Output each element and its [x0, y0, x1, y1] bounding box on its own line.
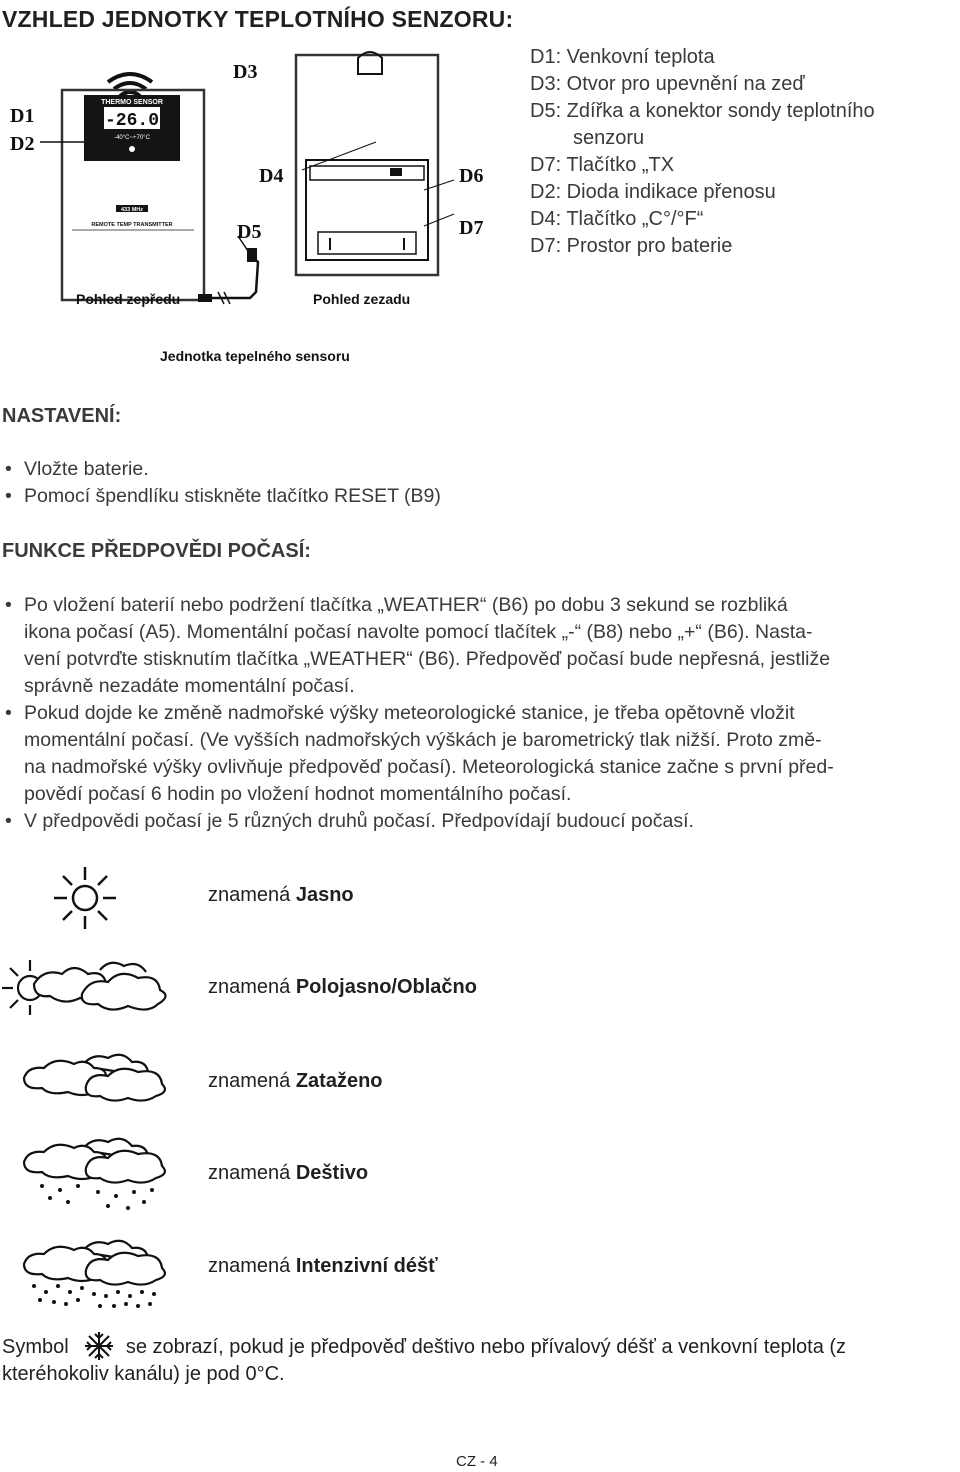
front-view: [40, 74, 204, 300]
weather-row-sunny: [0, 855, 960, 935]
list-item: • Po vložení baterií nebo podržení tlačítka „WEATHER“ (B6) po dobu 3 sekund se rozbliká ikona počasí (A5). Momentální počasí navolte pomocí tlačítek „-“ (B8) nebo „+“ (B6). Nasta- vení potvrďte stisknutím tlačítka „WEATHER“ (B6). Předpověď počasí bude nepřesná, jestliže správně nezadáte momentální počasí.: [2, 592, 834, 700]
device-brand: THERMO SENSOR: [101, 99, 163, 106]
list-item: • Vložte baterie.: [2, 456, 441, 483]
legend-item: D1: Venkovní teplota: [530, 46, 715, 68]
back-view: [296, 52, 454, 275]
back-view-caption: Pohled zezadu: [313, 291, 411, 307]
label-d6: D6: [459, 165, 484, 187]
list-item: • Pomocí špendlíku stiskněte tlačítko RESET (B9): [2, 483, 441, 510]
parts-legend: [530, 44, 875, 260]
rain-icon: [20, 1134, 170, 1212]
label-d4: D4: [259, 165, 284, 187]
setup-heading: NASTAVENÍ:: [2, 405, 122, 427]
label-d3: D3: [233, 61, 258, 83]
cloud-icon: [20, 1048, 170, 1104]
weather-label: znamená Intenzivní déšť: [208, 1255, 438, 1277]
lcd-reading: -26.0: [104, 111, 160, 131]
sun-icon: [52, 865, 118, 931]
device-range: -40°C~+70°C: [114, 135, 150, 141]
snowflake-icon: [84, 1331, 114, 1361]
tx-led: [129, 146, 135, 152]
label-d1: D1: [10, 105, 35, 127]
heavy-rain-icon: [20, 1236, 170, 1310]
legend-item: senzoru: [573, 127, 645, 149]
symbol-note: Symbol se zobrazí, pokud je předpověď deštivo nebo přívalový déšť a venkovní teplota (z kteréhokoliv kanálu) je pod 0°C.: [2, 1331, 846, 1388]
list-item: • Pokud dojde ke změně nadmořské výšky meteorologické stanice, je třeba opětovně vložit momentální počasí. (Ve vyšších nadmořských výškách je barometrický tlak nižší. Proto změ- na nadmořské výšky ovlivňuje předpověď počasí). Meteorologická stanice začne s první před- povědí počasí 6 hodin po vložení hodnot momentálního počasí.: [2, 700, 834, 808]
weather-label: znamená Polojasno/Oblačno: [208, 976, 477, 998]
legend-item: D7: Tlačítko „TX: [530, 154, 675, 176]
unit-caption: Jednotka tepelného sensoru: [160, 348, 350, 364]
page-number: CZ - 4: [456, 1453, 498, 1470]
weather-label: znamená Deštivo: [208, 1162, 369, 1184]
device-name: REMOTE TEMP TRANSMITTER: [91, 222, 173, 228]
list-item: • V předpovědi počasí je 5 různých druhů počasí. Předpovídají budoucí počasí.: [2, 808, 834, 835]
forecast-heading: FUNKCE PŘEDPOVĚDI POČASÍ:: [2, 540, 311, 562]
legend-item: D4: Tlačítko „C°/°F“: [530, 208, 704, 230]
label-d2: D2: [10, 133, 35, 155]
weather-row-overcast: [0, 1042, 960, 1122]
signal-icon: [108, 74, 152, 96]
sun-cloud-icon: [0, 954, 175, 1016]
legend-item: D5: Zdířka a konektor sondy teplotního: [530, 100, 875, 122]
label-d5: D5: [237, 221, 262, 243]
legend-item: D2: Dioda indikace přenosu: [530, 181, 776, 203]
weather-label: znamená Zataženo: [208, 1070, 383, 1092]
legend-item: D3: Otvor pro upevnění na zeď: [530, 73, 805, 95]
label-d7: D7: [459, 217, 484, 239]
forecast-list: [2, 592, 834, 835]
probe-cable: [198, 236, 258, 304]
weather-row-partly-cloudy: [0, 948, 960, 1028]
device-freq: 433 MHz: [120, 207, 144, 213]
setup-list: [2, 456, 441, 510]
page-title: VZHLED JEDNOTKY TEPLOTNÍHO SENZORU:: [2, 6, 514, 32]
sensor-diagram: [0, 40, 530, 370]
weather-row-rainy: [0, 1130, 960, 1210]
front-view-caption: Pohled zepředu: [76, 291, 181, 307]
legend-item: D7: Prostor pro baterie: [530, 235, 733, 257]
weather-label: znamená Jasno: [208, 884, 354, 906]
battery-compartment: [306, 160, 428, 260]
weather-row-heavy-rain: [0, 1230, 960, 1310]
